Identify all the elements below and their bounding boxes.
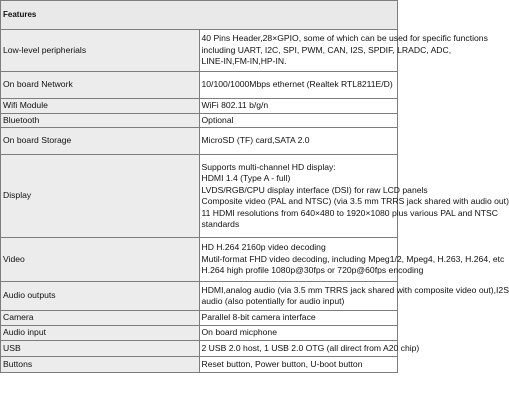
row-label: Camera <box>1 311 200 326</box>
table-row <box>1 311 398 326</box>
row-value: MicroSD (TF) card,SATA 2.0 <box>199 128 398 155</box>
row-value: HDMI,analog audio (via 3.5 mm TRRS jack shared with composite video out),I2S audio (also potentially for audio input) <box>199 282 398 311</box>
row-label: On board Network <box>1 72 200 99</box>
row-label: USB <box>1 341 200 357</box>
row-value: 10/100/1000Mbps ethernet (Realtek RTL8211E/D) <box>199 72 398 99</box>
row-label: Video <box>1 238 200 282</box>
table-row <box>1 282 398 311</box>
table-row <box>1 72 398 99</box>
features-heading: Features <box>1 1 398 30</box>
row-value: Optional <box>199 113 398 128</box>
table-row <box>1 326 398 341</box>
row-label: Display <box>1 155 200 238</box>
table-header-row <box>1 1 398 30</box>
row-label: On board Storage <box>1 128 200 155</box>
row-label: Buttons <box>1 357 200 373</box>
row-value: Parallel 8-bit camera interface <box>199 311 398 326</box>
row-label: Bluetooth <box>1 113 200 128</box>
row-label: Audio outputs <box>1 282 200 311</box>
row-value: WiFi 802.11 b/g/n <box>199 99 398 114</box>
table-row <box>1 30 398 72</box>
table-row <box>1 113 398 128</box>
row-value: 2 USB 2.0 host, 1 USB 2.0 OTG (all direct from A20 chip) <box>199 341 398 357</box>
table-row <box>1 128 398 155</box>
table-row <box>1 341 398 357</box>
table-row <box>1 357 398 373</box>
row-value: On board micphone <box>199 326 398 341</box>
row-label: Audio input <box>1 326 200 341</box>
row-value: 40 Pins Header,28×GPIO, some of which can be used for specific functions including UART, I2C, SPI, PWM, CAN, I2S, SPDIF, LRADC, ADC, LINE-IN,FM-IN,HP-IN. <box>199 30 398 72</box>
row-value: HD H.264 2160p video decoding Mutil-format FHD video decoding, including Mpeg1/2, Mpeg4, H.263, H.264, etc H.264 high profile 1080p@30fps or 720p@60fps encoding <box>199 238 398 282</box>
row-label: Wifi Module <box>1 99 200 114</box>
table-row <box>1 99 398 114</box>
row-label: Low-level peripherials <box>1 30 200 72</box>
row-value: Reset button, Power button, U-boot button <box>199 357 398 373</box>
table-row <box>1 155 398 238</box>
row-value: Supports multi-channel HD display: HDMI 1.4 (Type A - full) LVDS/RGB/CPU display interface (DSI) for raw LCD panels Composite video (PAL and NTSC) (via 3.5 mm TRRS jack shared with audio out) 11 HDMI resolutions from 640×480 to 1920×1080 plus various PAL and NTSC standards <box>199 155 398 238</box>
table-row <box>1 238 398 282</box>
